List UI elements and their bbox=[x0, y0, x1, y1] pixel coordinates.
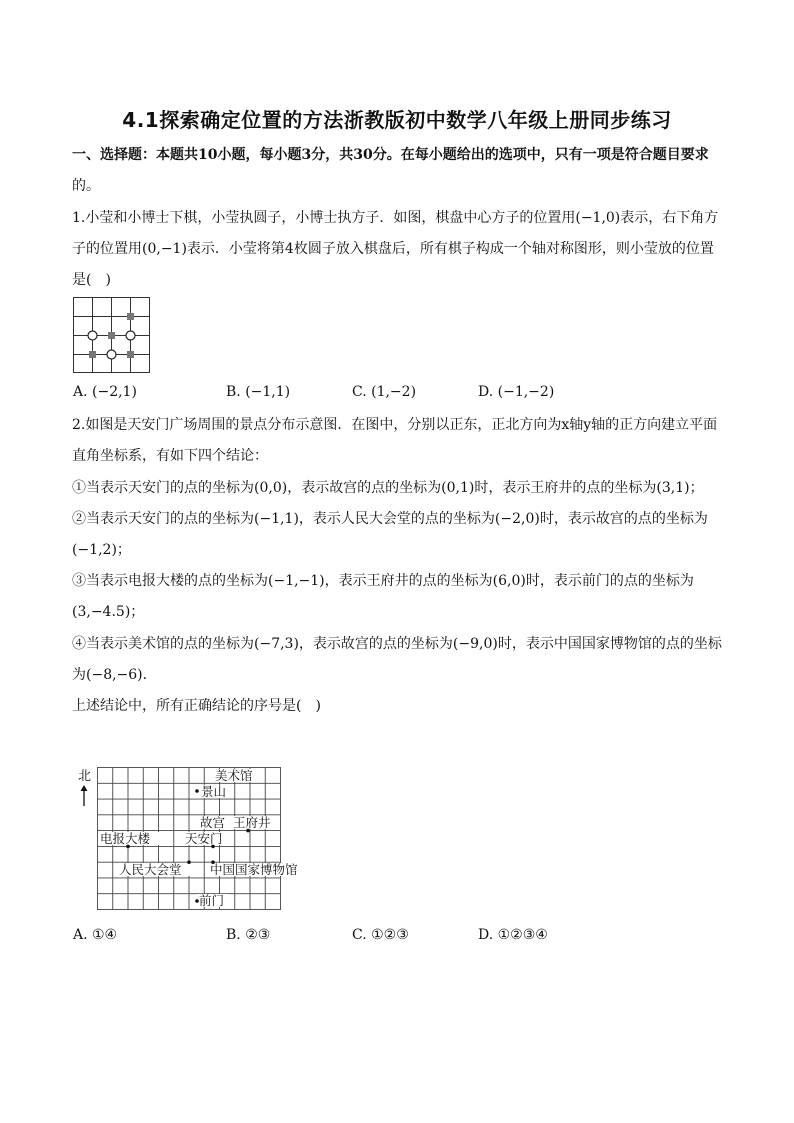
map-label-jingshan: 景山 bbox=[201, 784, 227, 799]
q2-statement-1: ①当表示天安门的点的坐标为(0,0)，表示故宫的点的坐标为(0,1)时，表示王府井的点的坐标为(3,1)； bbox=[72, 480, 704, 496]
square-piece bbox=[89, 351, 96, 358]
q2-statement-4: ④当表示美术馆的点的坐标为(−7,3)，表示故宫的点的坐标为(−9,0)时，表示中国国家博物馆的点的坐标 bbox=[72, 636, 722, 652]
q2-map-figure bbox=[70, 760, 320, 920]
section-instructions: 一、选择题：本题共10小题，每小题3分，共30分。在每小题给出的选项中，只有一项是符合题目要求 bbox=[72, 147, 709, 163]
great-hall-marker bbox=[187, 860, 191, 864]
round-piece bbox=[107, 350, 116, 359]
q2-question: 上述结论中，所有正确结论的序号是( ) bbox=[72, 698, 321, 714]
north-arrowhead-icon bbox=[81, 785, 88, 791]
map-label-telegraph-building: 电报大楼 bbox=[100, 831, 151, 846]
q1-text-line3: 是( ) bbox=[72, 272, 111, 288]
jingshan-marker bbox=[195, 789, 199, 793]
round-piece bbox=[88, 331, 97, 340]
map-label-forbidden-city: 故宫 bbox=[200, 815, 226, 830]
q2-text-line2: 直角坐标系，有如下四个结论： bbox=[72, 448, 268, 464]
q2-option-d[interactable]: D. ①②③④ bbox=[478, 927, 548, 943]
q1-option-c[interactable]: C. (1,−2) bbox=[352, 384, 417, 400]
section-instructions-cont: 的。 bbox=[72, 178, 100, 194]
north-label: 北 bbox=[78, 769, 92, 784]
map-label-national-museum: 中国国家博物馆 bbox=[210, 862, 298, 877]
square-piece bbox=[127, 313, 134, 320]
map-label-great-hall: 人民大会堂 bbox=[119, 862, 182, 877]
q2-option-a[interactable]: A. ①④ bbox=[73, 927, 118, 943]
map-label-qianmen: 前门 bbox=[199, 893, 225, 908]
q2-statement-3: ③当表示电报大楼的点的坐标为(−1,−1)，表示王府井的点的坐标为(6,0)时，表示前门的点的坐标为 bbox=[72, 573, 694, 589]
q2-statement-4-cont: 为(−8,−6)． bbox=[72, 667, 157, 683]
q1-text-line2: 子的位置用(0,−1)表示．小莹将第4枚圆子放入棋盘后，所有棋子构成一个轴对称图形，则小莹放的位置 bbox=[72, 241, 714, 257]
q2-statement-2: ②当表示天安门的点的坐标为(−1,1)，表示人民大会堂的点的坐标为(−2,0)时，表示故宫的点的坐标为 bbox=[72, 511, 708, 527]
map-label-tiananmen: 天安门 bbox=[185, 831, 223, 846]
q1-option-b[interactable]: B. (−1,1) bbox=[226, 384, 291, 400]
square-piece bbox=[127, 351, 134, 358]
map-label-art-museum: 美术馆 bbox=[215, 768, 253, 783]
page-title: 4.1探索确定位置的方法浙教版初中数学八年级上册同步练习 bbox=[122, 108, 672, 132]
q2-text-line1: 2.如图是天安门广场周围的景点分布示意图．在图中，分别以正东，正北方向为x轴y轴的正方向建立平面 bbox=[72, 417, 718, 433]
q1-option-a[interactable]: A. (−2,1) bbox=[73, 384, 137, 400]
square-piece bbox=[108, 332, 115, 339]
round-piece bbox=[126, 331, 135, 340]
q1-text-line1: 1.小莹和小博士下棋，小莹执圆子，小博士执方子．如图，棋盘中心方子的位置用(−1,0)表示，右下角方 bbox=[72, 210, 719, 226]
q2-statement-3-cont: (3,−4.5)； bbox=[72, 604, 145, 620]
q2-option-c[interactable]: C. ①②③ bbox=[352, 927, 409, 943]
q1-chessboard-figure bbox=[73, 297, 151, 374]
q2-option-b[interactable]: B. ②③ bbox=[226, 927, 271, 943]
q2-statement-2-cont: (−1,2)； bbox=[72, 542, 131, 558]
q1-option-d[interactable]: D. (−1,−2) bbox=[478, 384, 555, 400]
map-label-wangfujing: 王府井 bbox=[233, 815, 271, 830]
